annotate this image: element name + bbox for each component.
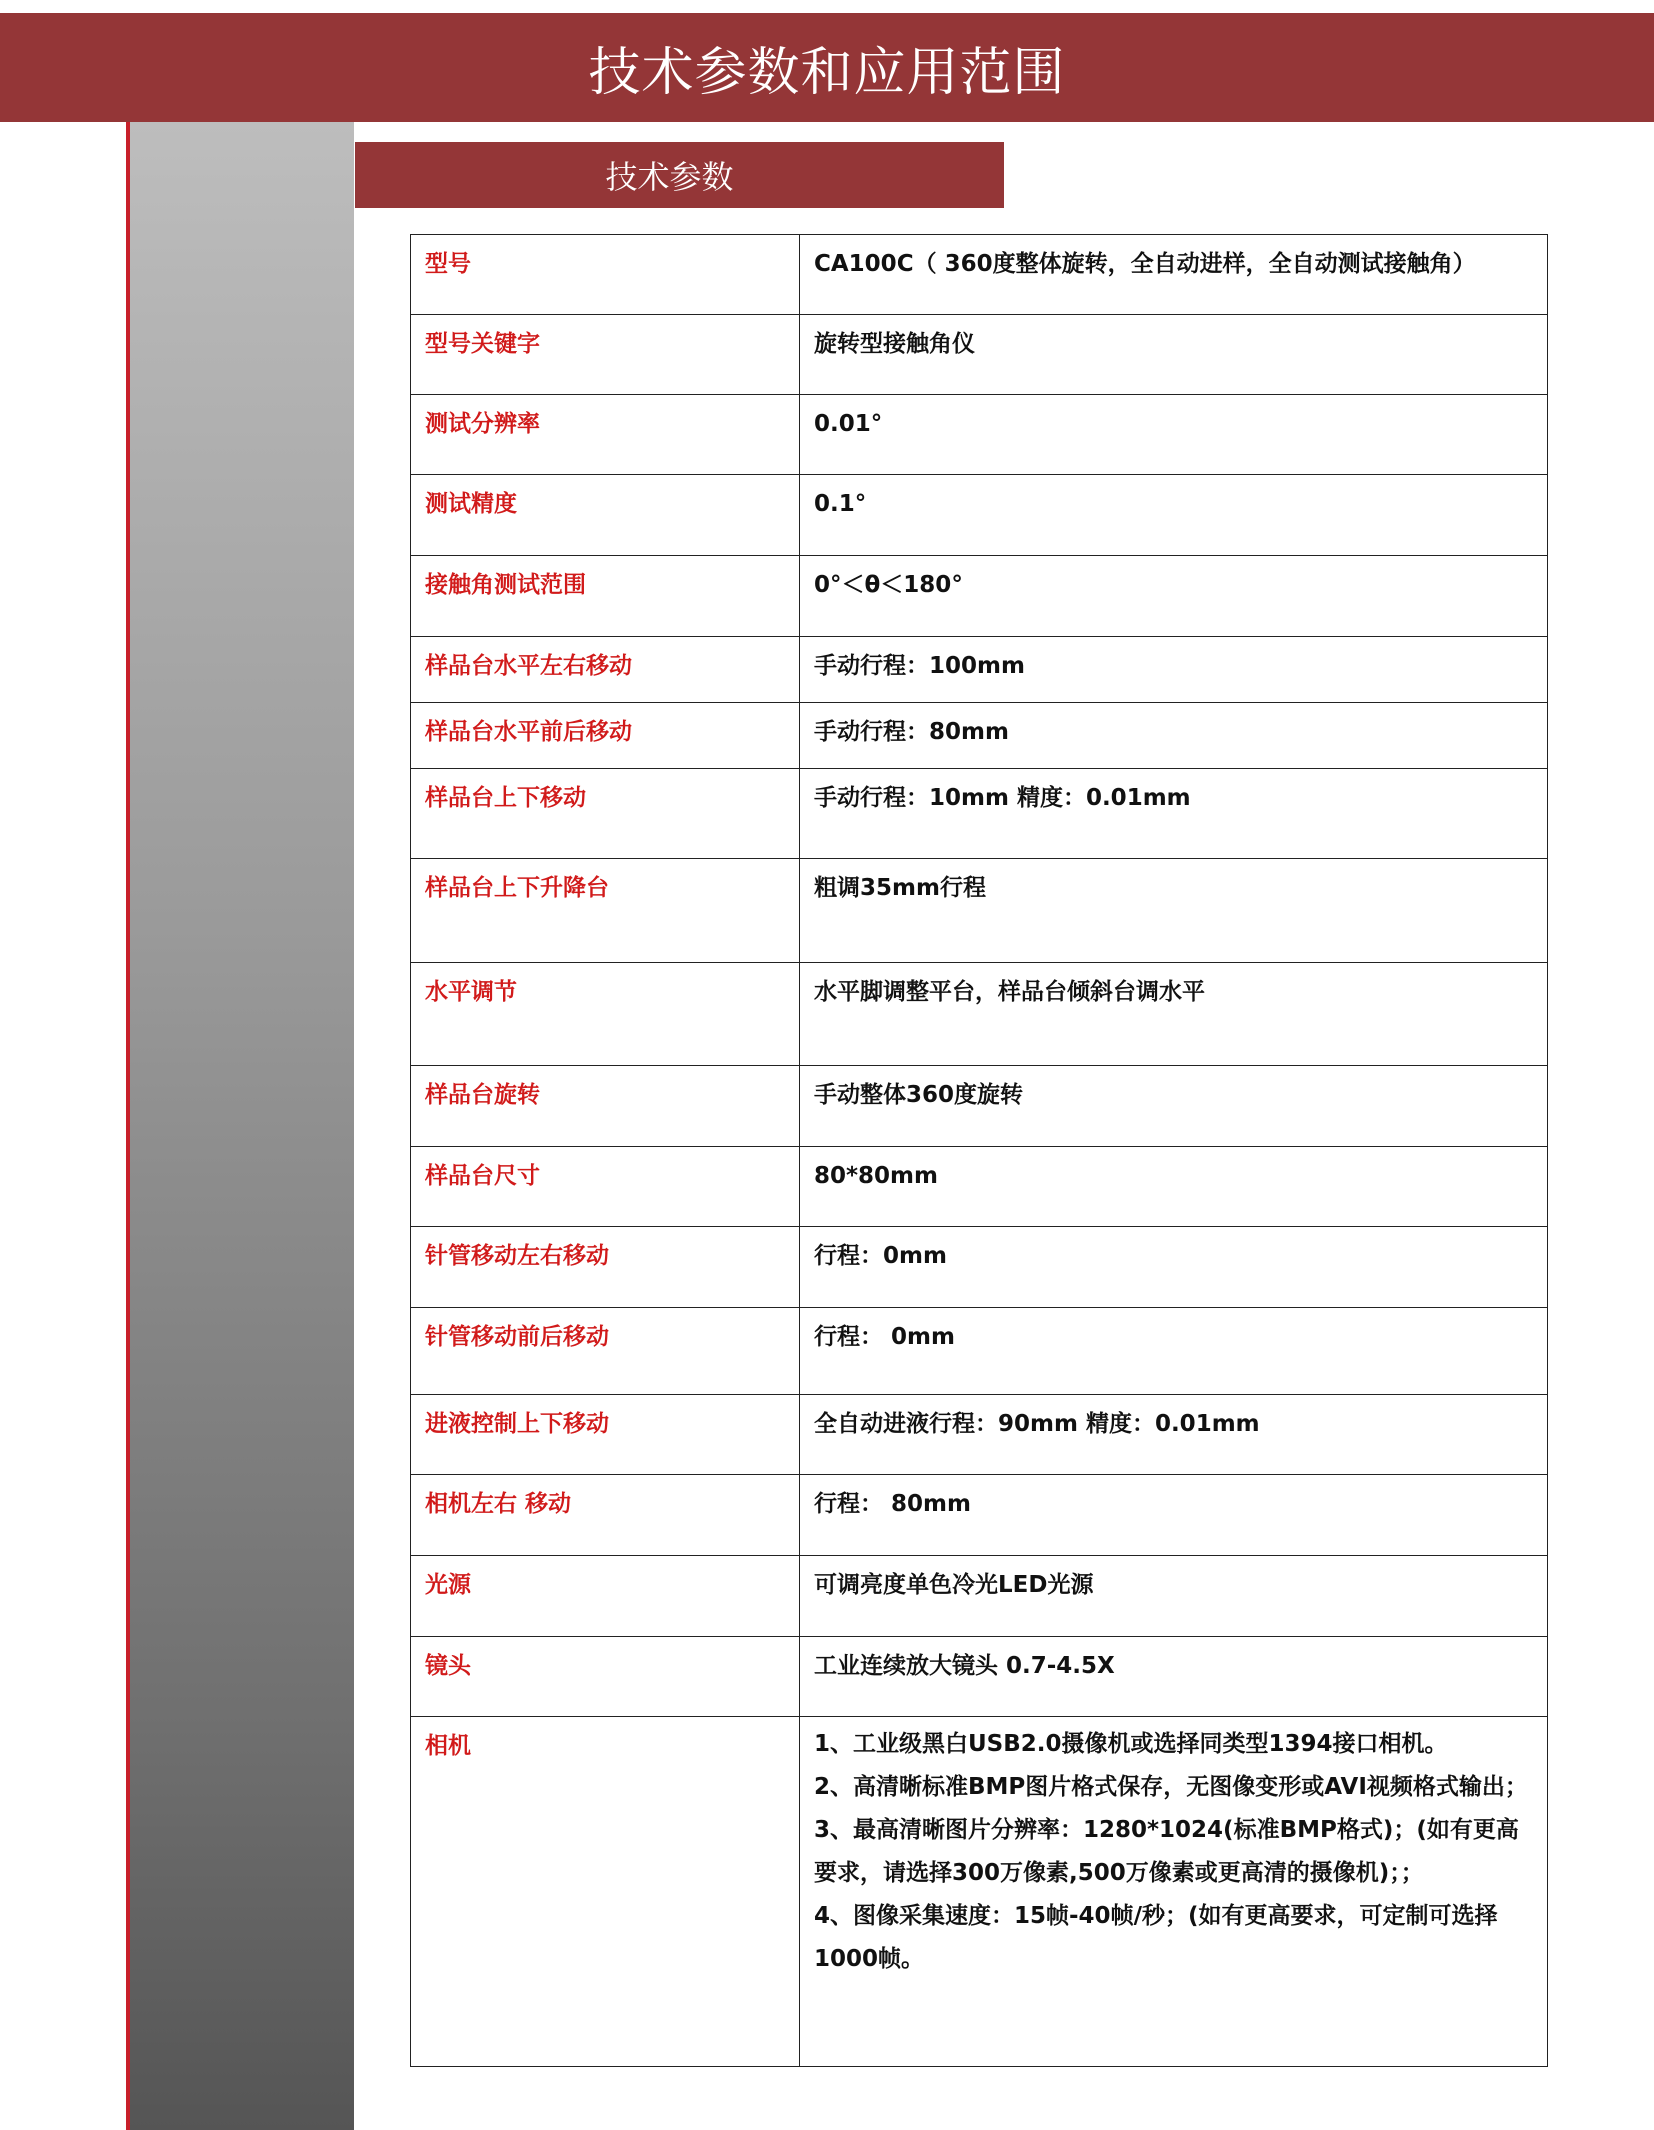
- table-row: [411, 637, 1548, 703]
- table-row: [411, 395, 1548, 475]
- table-row: [411, 769, 1548, 859]
- spec-key: 相机: [411, 1717, 800, 2067]
- table-row: [411, 1227, 1548, 1308]
- spec-key: 接触角测试范围: [411, 556, 800, 637]
- table-row: [411, 1717, 1548, 2067]
- spec-value: 手动行程：100mm: [800, 637, 1548, 703]
- spec-value: 工业连续放大镜头 0.7-4.5X: [800, 1637, 1548, 1717]
- table-row: [411, 963, 1548, 1066]
- spec-key: 光源: [411, 1556, 800, 1637]
- spec-value: 行程： 0mm: [800, 1308, 1548, 1395]
- spec-value: 0.01°: [800, 395, 1548, 475]
- table-row: [411, 315, 1548, 395]
- left-gradient-panel: [130, 122, 354, 2130]
- table-row: [411, 1147, 1548, 1227]
- spec-key: 样品台水平前后移动: [411, 703, 800, 769]
- table-row: [411, 1395, 1548, 1475]
- section-title: 技术参数: [605, 158, 734, 196]
- spec-key: 进液控制上下移动: [411, 1395, 800, 1475]
- spec-value: 旋转型接触角仪: [800, 315, 1548, 395]
- table-row: [411, 1066, 1548, 1147]
- table-row: [411, 475, 1548, 556]
- camera-spec-value: [800, 1717, 1548, 2067]
- table-row: [411, 859, 1548, 963]
- spec-key: 样品台水平左右移动: [411, 637, 800, 703]
- spec-key: 水平调节: [411, 963, 800, 1066]
- camera-spec-line: 2、高清晰标准BMP图片格式保存，无图像变形或AVI视频格式输出；: [814, 1774, 1528, 1800]
- table-row: [411, 556, 1548, 637]
- spec-key: 针管移动左右移动: [411, 1227, 800, 1308]
- camera-spec-line: 1、工业级黑白USB2.0摄像机或选择同类型1394接口相机。: [814, 1731, 1448, 1757]
- spec-key: 针管移动前后移动: [411, 1308, 800, 1395]
- spec-key: 样品台旋转: [411, 1066, 800, 1147]
- spec-value: CA100C（ 360度整体旋转，全自动进样，全自动测试接触角）: [800, 235, 1548, 315]
- spec-value: 手动行程：10mm 精度：0.01mm: [800, 769, 1548, 859]
- spec-key: 型号: [411, 235, 800, 315]
- page-title: 技术参数和应用范围: [588, 43, 1066, 103]
- camera-spec-line: 4、图像采集速度：15帧-40帧/秒；(如有更高要求，可定制可选择1000帧。: [814, 1903, 1498, 1972]
- spec-value: 手动行程：80mm: [800, 703, 1548, 769]
- spec-value: 行程：0mm: [800, 1227, 1548, 1308]
- spec-value: 行程： 80mm: [800, 1475, 1548, 1556]
- spec-value: 0°＜θ＜180°: [800, 556, 1548, 637]
- spec-key: 样品台上下移动: [411, 769, 800, 859]
- spec-key: 样品台尺寸: [411, 1147, 800, 1227]
- spec-value: 手动整体360度旋转: [800, 1066, 1548, 1147]
- camera-spec-line: 3、最高清晰图片分辨率：1280*1024(标准BMP格式)；(如有更高要求，请选择300万像素,500万像素或更高清的摄像机)；；: [814, 1817, 1519, 1886]
- spec-key: 测试分辨率: [411, 395, 800, 475]
- spec-key: 测试精度: [411, 475, 800, 556]
- spec-value: 80*80mm: [800, 1147, 1548, 1227]
- table-row: [411, 1637, 1548, 1717]
- spec-value: 水平脚调整平台，样品台倾斜台调水平: [800, 963, 1548, 1066]
- spec-value: 0.1°: [800, 475, 1548, 556]
- spec-value: 粗调35mm行程: [800, 859, 1548, 963]
- spec-key: 型号关键字: [411, 315, 800, 395]
- table-row: [411, 703, 1548, 769]
- spec-table: [410, 234, 1548, 2067]
- table-row: [411, 235, 1548, 315]
- table-row: [411, 1556, 1548, 1637]
- spec-value: 全自动进液行程：90mm 精度：0.01mm: [800, 1395, 1548, 1475]
- table-row: [411, 1475, 1548, 1556]
- spec-key: 相机左右 移动: [411, 1475, 800, 1556]
- spec-key: 样品台上下升降台: [411, 859, 800, 963]
- page-header-banner: [0, 13, 1654, 122]
- spec-value: 可调亮度单色冷光LED光源: [800, 1556, 1548, 1637]
- spec-key: 镜头: [411, 1637, 800, 1717]
- table-row: [411, 1308, 1548, 1395]
- section-title-tab: [355, 142, 1004, 208]
